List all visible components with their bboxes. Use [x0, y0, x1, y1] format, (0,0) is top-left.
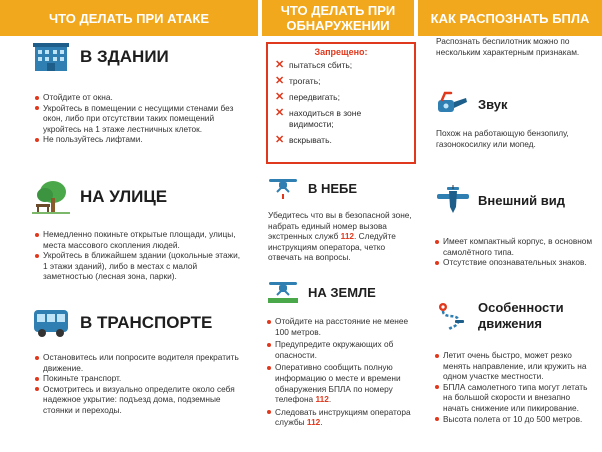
section-building-title: В ЗДАНИИ — [80, 47, 169, 66]
drone-ground-icon — [268, 280, 298, 304]
forbidden-item-label: вскрывать. — [289, 135, 332, 145]
look-list — [434, 236, 594, 268]
header-detection — [262, 0, 414, 36]
tree-bench-icon — [32, 180, 70, 214]
cross-icon: ✕ — [275, 91, 285, 103]
building-icon — [32, 42, 70, 72]
section-motion-title-line1: Особенности — [478, 300, 564, 315]
building-list — [34, 92, 244, 145]
list-item — [266, 407, 416, 428]
forbidden-box — [266, 42, 416, 164]
list-item — [275, 76, 414, 87]
emergency-number: 112 — [315, 394, 329, 405]
list-item: Укройтесь в помещении с несущими стенами без окон, либо при отсутствии таких помещений укройтесь на 1 этаже лестничных клеток. — [34, 103, 244, 135]
header-attack-label: ЧТО ДЕЛАТЬ ПРИ АТАКЕ — [49, 10, 209, 26]
list-item — [275, 92, 414, 103]
list-item: Предупредите окружающих об опасности. — [266, 339, 416, 360]
list-item: БПЛА самолетного типа могут летать на большой скорости и внезапно начать снижение или пикирование. — [434, 382, 594, 414]
motion-list — [434, 350, 594, 424]
sound-text: Похож на работающую бензопилу, газонокосилку или мопед. — [436, 128, 569, 149]
cross-icon: ✕ — [275, 134, 285, 146]
sky-text-part2: . Следуйте инструкциям оператора, четко отвечать на вопросы. — [268, 231, 396, 263]
list-item: Отойдите на расстояние не менее 100 метров. — [266, 316, 416, 337]
list-item: Не пользуйтесь лифтами. — [34, 134, 244, 145]
header-detection-line2: ОБНАРУЖЕНИИ — [286, 18, 390, 33]
list-item — [275, 60, 414, 71]
bus-icon — [32, 308, 70, 338]
chainsaw-icon — [436, 90, 468, 118]
section-street-title: НА УЛИЦЕ — [80, 187, 168, 206]
sky-text — [268, 210, 418, 263]
flight-path-icon — [436, 300, 468, 332]
list-item: Отсутствие опознавательных знаков. — [434, 257, 594, 268]
list-item: Имеет компактный корпус, в основном самолётного типа. — [434, 236, 594, 257]
section-sound-title: Звук — [478, 96, 508, 112]
section-ground-title: НА ЗЕМЛЕ — [308, 284, 376, 300]
header-recognize — [418, 0, 602, 36]
sky-text-part1: Убедитесь что вы в безопасной зоне, набрать единый номер вызова экстренных служб — [268, 210, 412, 242]
list-item: Высота полета от 10 до 500 метров. — [434, 414, 594, 425]
section-look-head — [436, 185, 565, 215]
section-sky-head — [268, 176, 357, 200]
section-motion-head — [436, 300, 564, 332]
forbidden-title: Запрещено: — [314, 47, 368, 57]
emergency-number: 112 — [306, 417, 321, 428]
cross-icon: ✕ — [275, 75, 285, 87]
intro-text: Распознать беспилотник можно по нескольким характерным признакам. — [436, 36, 580, 57]
forbidden-item-label: передвигать; — [289, 92, 340, 102]
section-transport-title: В ТРАНСПОРТЕ — [80, 313, 213, 332]
list-item — [275, 108, 395, 130]
forbidden-item-label: трогать; — [289, 76, 321, 86]
list-item: Остановитесь или попросите водителя прекратить движение. — [34, 352, 246, 373]
transport-list — [34, 352, 246, 416]
ground-item3-end: . — [328, 394, 332, 405]
section-look-title: Внешний вид — [478, 192, 565, 208]
section-motion-title-line2: движения — [478, 316, 542, 331]
list-item — [266, 362, 416, 404]
drone-sky-icon — [268, 176, 298, 200]
street-list — [34, 229, 244, 282]
cross-icon: ✕ — [275, 59, 285, 71]
ground-item4-text: Следовать инструкциям оператора службы — [275, 406, 411, 428]
ground-item3-text: Оперативно сообщить полную информацию о месте и времени обнаружения БПЛА по номеру телефона — [275, 362, 401, 405]
list-item: Покиньте транспорт. — [34, 373, 246, 384]
section-sky-title: В НЕБЕ — [308, 180, 358, 196]
emergency-number: 112 — [340, 231, 355, 242]
section-ground-head — [268, 280, 376, 304]
cross-icon: ✕ — [275, 107, 285, 119]
section-transport-head — [32, 308, 212, 338]
list-item: Отойдите от окна. — [34, 92, 244, 103]
section-street-head — [32, 180, 167, 214]
header-detection-line1: ЧТО ДЕЛАТЬ ПРИ — [280, 3, 396, 18]
list-item: Летит очень быстро, может резко менять направление, или кружить на одном участке местности. — [434, 350, 594, 382]
list-item: Немедленно покиньте открытые площади, улицы, места массового скопления людей. — [34, 229, 244, 250]
list-item: Осмотритесь и визуально определите около себя надежное укрытие: подъезд дома, подземные стоянки и переходы. — [34, 384, 246, 416]
list-item — [275, 135, 414, 146]
section-building-head — [32, 42, 169, 72]
ground-list — [266, 316, 416, 428]
forbidden-item-label: находиться в зоне видимости; — [289, 108, 362, 129]
uav-plane-icon — [436, 185, 470, 215]
header-recognize-label: КАК РАСПОЗНАТЬ БПЛА — [430, 10, 590, 26]
forbidden-item-label: пытаться сбить; — [289, 60, 353, 70]
header-attack — [0, 0, 258, 36]
forbidden-list — [275, 60, 414, 146]
ground-item4-end: . — [320, 417, 323, 428]
section-sound-head — [436, 90, 508, 118]
list-item: Укройтесь в ближайшем здании (цокольные этажи, 1 этажи зданий), либо в местах с малой заметностью (лесная зона, парки). — [34, 250, 244, 282]
